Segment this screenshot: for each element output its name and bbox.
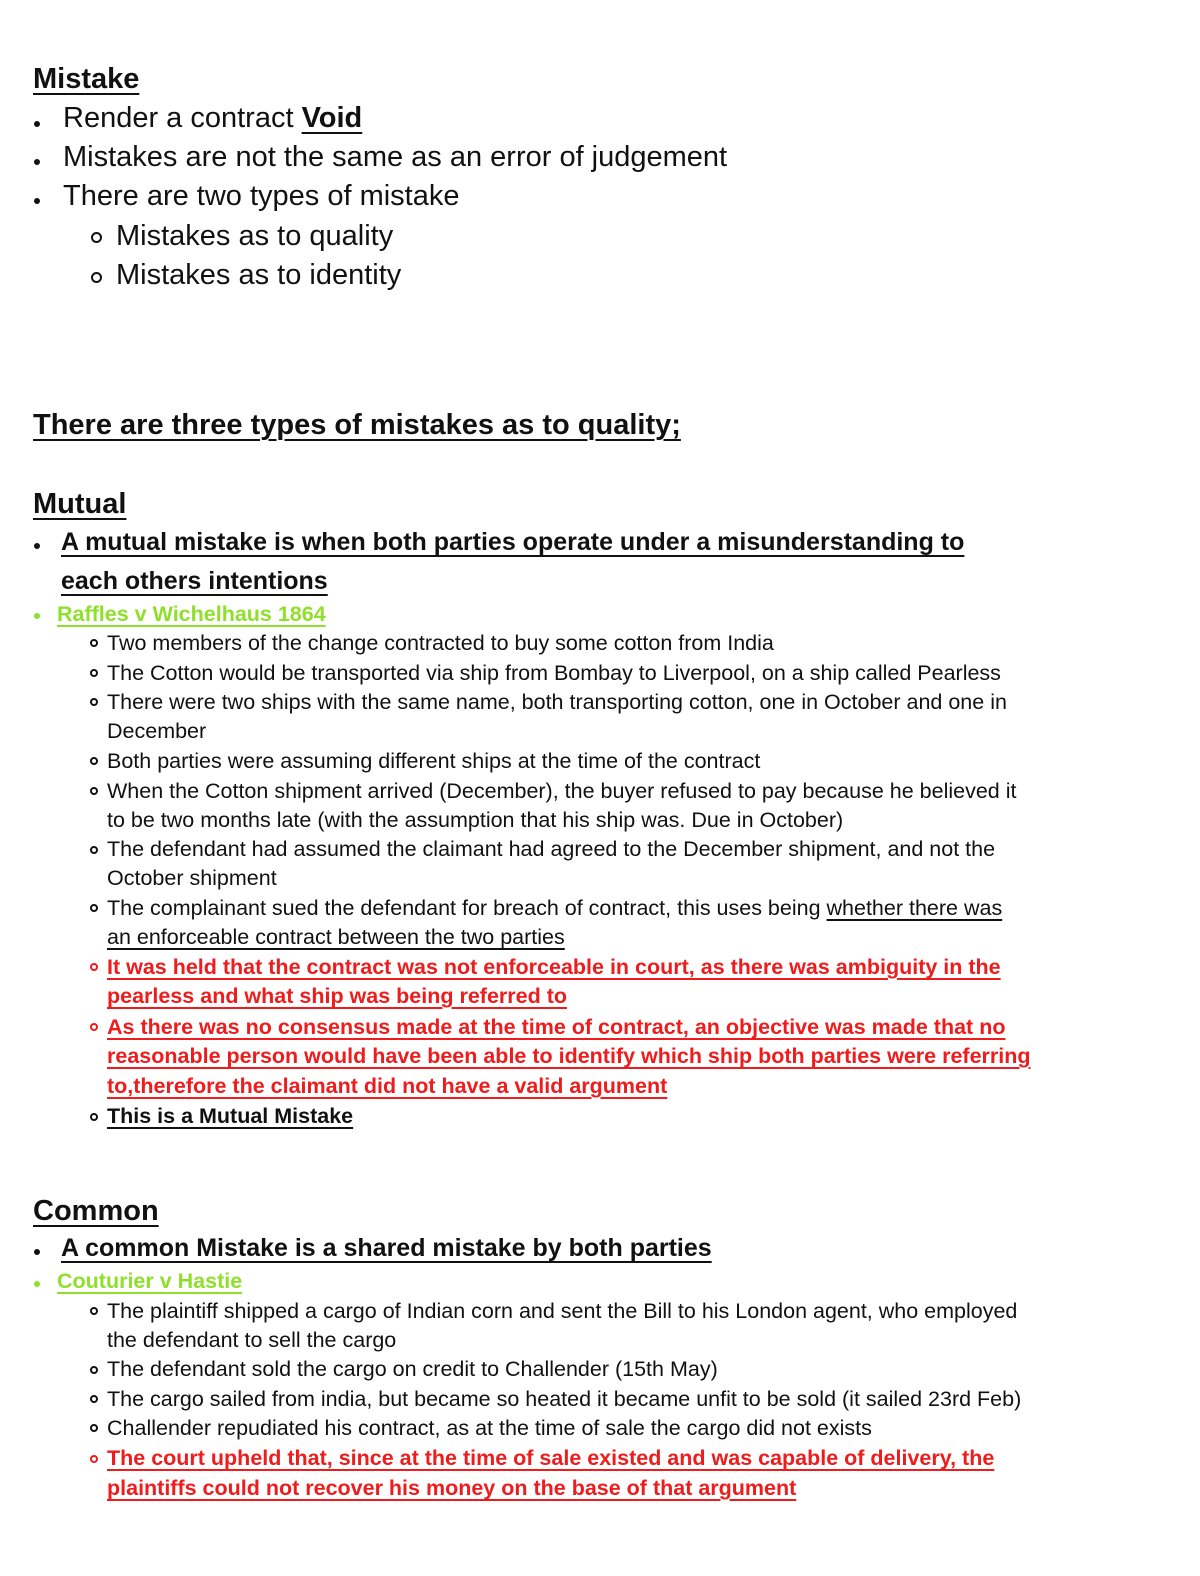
heading-mutual: Mutual [33,488,127,520]
heading-three-types: There are three types of mistakes as to quality; [33,409,681,441]
list-item-continuation: the defendant to sell the cargo [107,1328,397,1352]
circle-bullet-icon [91,272,102,283]
circle-bullet-icon [90,1424,98,1432]
circle-bullet-icon [90,1366,98,1374]
list-item: The defendant had assumed the claimant had agreed to the December shipment, and not the [107,837,996,861]
sub-list-item: Mistakes as to identity [116,259,402,291]
circle-bullet-icon [90,669,98,677]
red-holding-line: It was held that the contract was not enforceable in court, as there was ambiguity in the [107,955,1001,979]
red-holding-line: to,therefore the claimant did not have a valid argument [107,1074,668,1098]
list-item: The cargo sailed from india, but became so heated it became unfit to be sold (it sailed 23rd Feb) [107,1387,1022,1411]
heading-mistake: Mistake [33,63,140,95]
list-item: The defendant sold the cargo on credit to Challender (15th May) [107,1357,718,1381]
circle-bullet-icon [91,232,102,243]
list-item: There are two types of mistake [63,180,460,212]
list-item-text: The complainant sued the defendant for breach of contract, this uses being [107,896,827,920]
red-holding-line: pearless and what ship was being referred to [107,984,567,1008]
red-holding-line: As there was no consensus made at the time of contract, an objective was made that no [107,1015,1006,1039]
list-item: The Cotton would be transported via ship from Bombay to Liverpool, on a ship called Pearless [107,661,1001,685]
circle-bullet-icon [90,963,98,971]
circle-bullet-icon [90,1113,98,1121]
bullet-icon [34,543,40,549]
list-item: Mistakes are not the same as an error of judgement [63,141,728,173]
circle-bullet-icon [90,698,98,706]
circle-bullet-icon [90,757,98,765]
circle-bullet-icon [90,639,98,647]
list-item-continuation: an enforceable contract between the two parties [107,925,565,949]
red-holding-line: plaintiffs could not recover his money on the base of that argument [107,1476,797,1500]
bullet-icon [34,613,40,619]
list-item: Both parties were assuming different ships at the time of the contract [107,749,761,773]
mutual-definition-line1: A mutual mistake is when both parties operate under a misunderstanding to [61,528,965,556]
circle-bullet-icon [90,1395,98,1403]
list-item-continuation: December [107,719,207,743]
list-item [107,897,1002,921]
list-item: Two members of the change contracted to buy some cotton from India [107,631,774,655]
bullet-icon [34,198,40,204]
sub-list-item: Mistakes as to quality [116,220,394,252]
mutual-conclusion: This is a Mutual Mistake [107,1104,354,1128]
list-item: When the Cotton shipment arrived (December), the buyer refused to pay because he believed it [107,779,1017,803]
underlined-text: whether there was [826,896,1003,920]
bullet-icon [34,1281,40,1287]
circle-bullet-icon [90,1307,98,1315]
red-holding-line: The court upheld that, since at the time of sale existed and was capable of delivery, the [107,1446,995,1470]
list-item: Challender repudiated his contract, as at the time of sale the cargo did not exists [107,1416,872,1440]
list-item-continuation: to be two months late (with the assumption that his ship was. Due in October) [107,808,844,832]
bullet-icon [34,159,40,165]
circle-bullet-icon [90,904,98,912]
heading-common: Common [33,1195,159,1227]
case-name: Raffles v Wichelhaus 1864 [57,602,326,626]
list-item [63,103,362,135]
void-word: Void [301,102,363,134]
list-item: The plaintiff shipped a cargo of Indian corn and sent the Bill to his London agent, who employed [107,1299,1018,1323]
bullet-icon [34,121,40,127]
mutual-definition-line2: each others intentions [61,567,328,595]
case-name: Couturier v Hastie [57,1269,243,1293]
list-item: There were two ships with the same name, both transporting cotton, one in October and one in [107,690,1007,714]
circle-bullet-icon [90,787,98,795]
circle-bullet-icon [90,846,98,854]
list-item-text: Render a contract [63,102,302,134]
common-definition: A common Mistake is a shared mistake by both parties [61,1234,712,1262]
circle-bullet-icon [90,1455,98,1463]
red-holding-line: reasonable person would have been able to identify which ship both parties were referring [107,1044,1031,1068]
list-item-continuation: October shipment [107,866,277,890]
bullet-icon [34,1249,40,1255]
circle-bullet-icon [90,1023,98,1031]
